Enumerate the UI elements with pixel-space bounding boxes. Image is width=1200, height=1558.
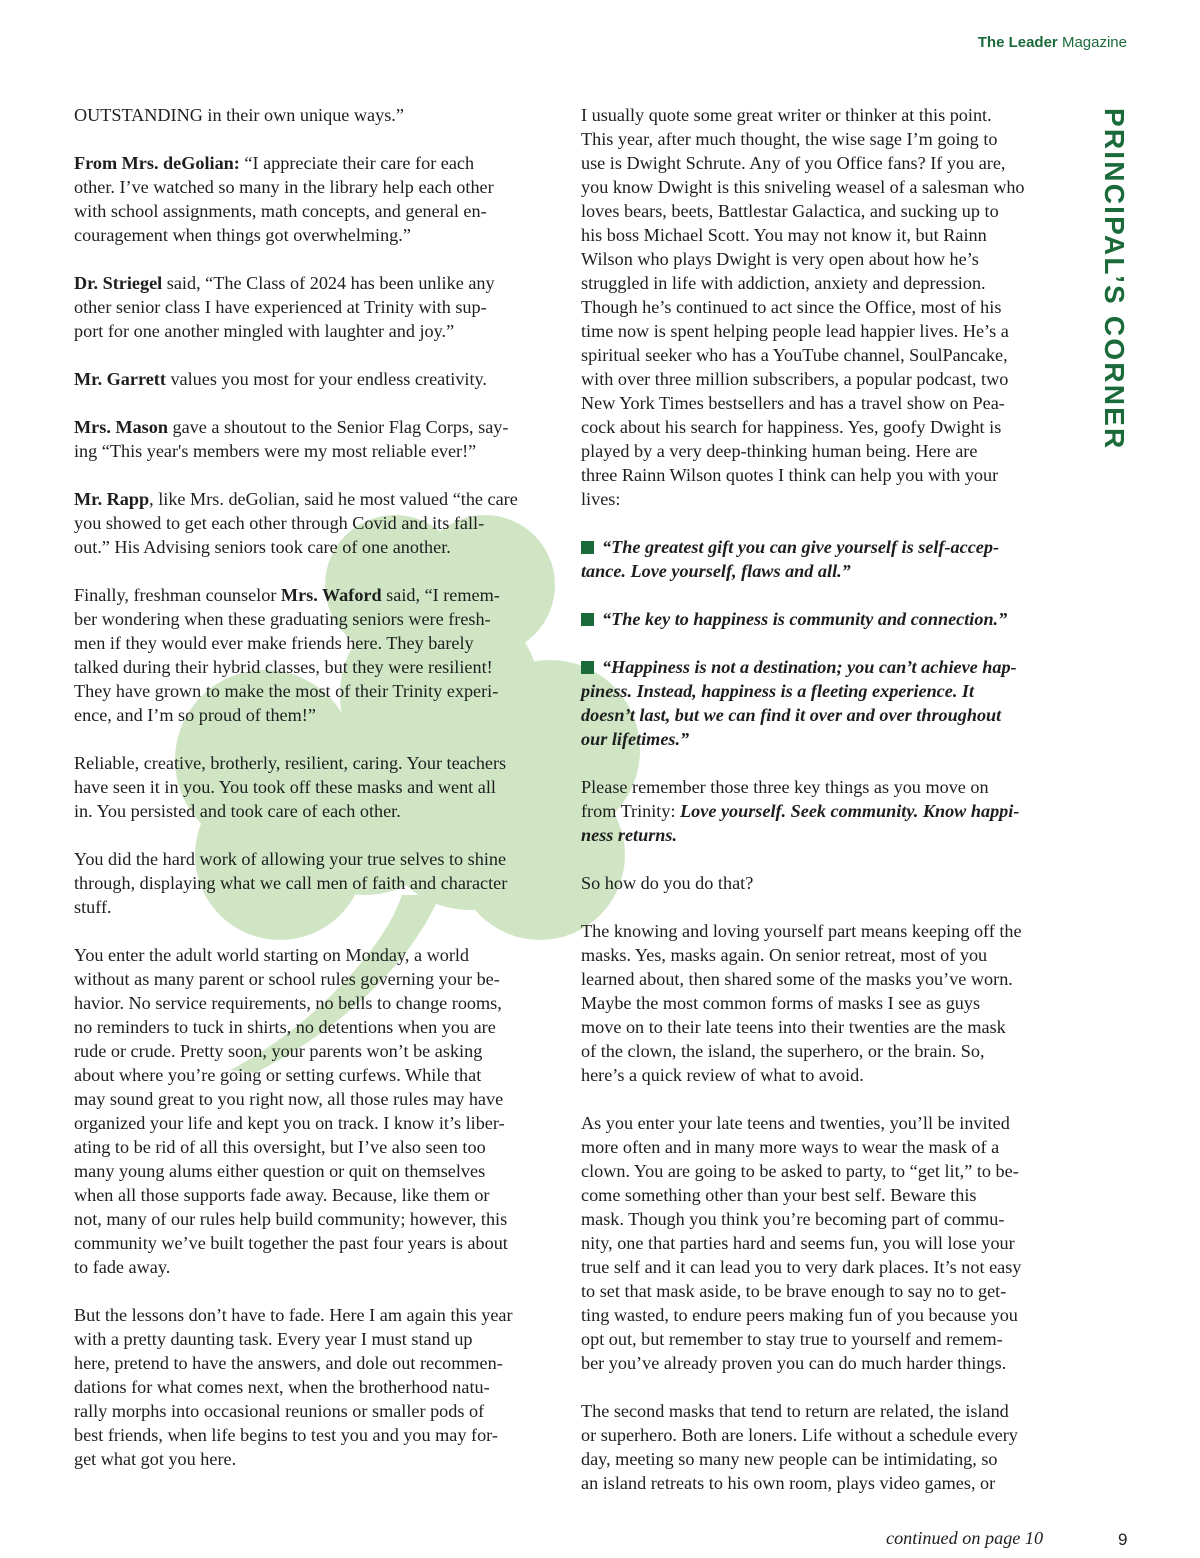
text-line: many young alums either question or quit on themselves	[74, 1161, 486, 1181]
text-line: lives:	[581, 489, 621, 509]
text-line: with school assignments, math concepts, and general en-	[74, 201, 487, 221]
text-line: piness. Instead, happiness is a fleeting experience. It	[581, 681, 975, 701]
text-line: cock about his search for happiness. Yes, goofy Dwight is	[581, 417, 1002, 437]
speaker-name: Mr. Rapp	[74, 489, 150, 509]
text-line: tance. Love yourself, flaws and all.”	[581, 561, 851, 581]
text-line: you know Dwight is this sniveling weasel of a salesman who	[581, 177, 1025, 197]
text-line: Maybe the most common forms of masks I see as guys	[581, 993, 981, 1013]
text-line: more often and in many more ways to wear the mask of a	[581, 1137, 1000, 1157]
text-line: may sound great to you right now, all those rules may have	[74, 1089, 504, 1109]
text-line: opt out, but remember to stay true to yourself and remem-	[581, 1329, 1003, 1349]
text-line: OUTSTANDING in their own unique ways.”	[74, 105, 404, 125]
text-line	[581, 607, 1057, 631]
text-line: But the lessons don’t have to fade. Here I am again this year	[74, 1305, 513, 1325]
text-line: ber wondering when these graduating seniors were fresh-	[74, 609, 491, 629]
bullet-square-icon	[581, 661, 594, 674]
text-line: Reliable, creative, brotherly, resilient, caring. Your teachers	[74, 753, 507, 773]
quote-text: “Happiness is not a destination; you can’t achieve hap-	[602, 657, 1017, 677]
paragraph	[74, 415, 550, 463]
text-line	[74, 367, 550, 391]
text-line: men if they would ever make friends here. They barely	[74, 633, 474, 653]
text-line: ness returns.	[581, 825, 678, 845]
text-line: organized your life and kept you on track. I know it’s liber-	[74, 1113, 505, 1133]
text-line: of the clown, the island, the superhero, or the brain. So,	[581, 1041, 985, 1061]
text-line: other. I’ve watched so many in the library help each other	[74, 177, 494, 197]
text-fragment: Finally, freshman counselor	[74, 585, 281, 605]
text-line	[74, 271, 550, 295]
text-line: move on to their late teens into their twenties are the mask	[581, 1017, 1006, 1037]
quote-text: “The key to happiness is community and connection.”	[602, 609, 1008, 629]
continued-note: continued on page 10	[886, 1528, 1044, 1548]
text-line: time now is spent helping people lead happier lives. He’s a	[581, 321, 1009, 341]
text-line: ing “This year's members were my most reliable ever!”	[74, 441, 477, 461]
text-line: dations for what comes next, when the brotherhood natu-	[74, 1377, 490, 1397]
text-line: loves bears, beets, Battlestar Galactica, and sucking up to	[581, 201, 999, 221]
text-line	[74, 583, 550, 607]
text-line: here, pretend to have the answers, and dole out recommen-	[74, 1353, 503, 1373]
text-line: our lifetimes.”	[581, 729, 690, 749]
speaker-name: From Mrs. deGolian:	[74, 153, 240, 173]
paragraph	[581, 1111, 1057, 1375]
text-line: masks. Yes, masks again. On senior retreat, most of you	[581, 945, 988, 965]
text-line: rude or crude. Pretty soon, your parents won’t be asking	[74, 1041, 483, 1061]
text-line: New York Times bestsellers and has a travel show on Pea-	[581, 393, 1005, 413]
text-line: ber you’ve already proven you can do much harder things.	[581, 1353, 1007, 1373]
text-line: As you enter your late teens and twenties, you’ll be invited	[581, 1113, 1010, 1133]
paragraph	[74, 583, 550, 727]
speaker-name: Mrs. Mason	[74, 417, 168, 437]
text-line: You did the hard work of allowing your true selves to shine	[74, 849, 507, 869]
text-line	[74, 151, 550, 175]
text-line: They have grown to make the most of their Trinity experi-	[74, 681, 499, 701]
text-line: Though he’s continued to act since the Office, most of his	[581, 297, 1002, 317]
text-line: out.” His Advising seniors took care of one another.	[74, 537, 451, 557]
text-line: spiritual seeker who has a YouTube channel, SoulPancake,	[581, 345, 1008, 365]
text-line: doesn’t last, but we can find it over and over throughout	[581, 705, 1002, 725]
text-line: port for one another mingled with laughter and joy.”	[74, 321, 455, 341]
text-line	[74, 415, 550, 439]
text-line: So how do you do that?	[581, 873, 754, 893]
paragraph	[74, 1303, 550, 1471]
text-fragment: “I appreciate their care for each	[239, 153, 475, 173]
text-line: learned about, then shared some of the masks you’ve worn.	[581, 969, 1013, 989]
text-line: The knowing and loving yourself part means keeping off the	[581, 921, 1022, 941]
text-line: come something other than your best self. Beware this	[581, 1185, 977, 1205]
paragraph	[581, 775, 1057, 847]
paragraph	[74, 751, 550, 823]
page-number: 9	[1118, 1530, 1128, 1549]
text-line: havior. No service requirements, no bells to change rooms,	[74, 993, 502, 1013]
paragraph	[74, 943, 550, 1279]
text-line: when all those supports fade away. Because, like them or	[74, 1185, 490, 1205]
text-line: Please remember those three key things as you move on	[581, 777, 989, 797]
text-line: community we’ve built together the past four years is about	[74, 1233, 508, 1253]
quote-item	[581, 655, 1057, 751]
speaker-name: Mrs. Waford	[280, 585, 382, 605]
text-line: I usually quote some great writer or thinker at this point.	[581, 105, 992, 125]
text-line: get what got you here.	[74, 1449, 237, 1469]
text-line: use is Dwight Schrute. Any of you Office fans? If you are,	[581, 153, 1006, 173]
text-line: rally morphs into occasional reunions or smaller pods of	[74, 1401, 485, 1421]
bullet-square-icon	[581, 613, 594, 626]
paragraph	[74, 847, 550, 919]
text-line: to set that mask aside, to be brave enough to say no to get-	[581, 1281, 1007, 1301]
magazine-header	[978, 34, 1127, 51]
text-line: an island retreats to his own room, plays video games, or	[581, 1473, 996, 1493]
quote-item	[581, 535, 1057, 583]
speaker-name: Dr. Striegel	[74, 273, 163, 293]
paragraph	[74, 271, 550, 343]
quote-text: “The greatest gift you can give yourself is self-accep-	[602, 537, 999, 557]
text-fragment: said, “The Class of 2024 has been unlike any	[162, 273, 495, 293]
text-line: couragement when things got overwhelming.”	[74, 225, 411, 245]
magazine-publication: Magazine	[1061, 34, 1127, 51]
text-line: Wilson who plays Dwight is very open about how he’s	[581, 249, 979, 269]
text-line: through, displaying what we call men of faith and character	[74, 873, 508, 893]
text-line	[581, 655, 1057, 679]
text-line: without as many parent or school rules governing your be-	[74, 969, 500, 989]
text-line: here’s a quick review of what to avoid.	[581, 1065, 864, 1085]
paragraph	[74, 487, 550, 559]
text-line: you showed to get each other through Covid and its fall-	[74, 513, 485, 533]
paragraph	[581, 871, 1057, 895]
magazine-brand: The Leader	[977, 34, 1058, 51]
text-line: have seen it in you. You took off these masks and went all	[74, 777, 496, 797]
paragraph	[581, 103, 1057, 511]
text-fragment: values you most for your endless creativity.	[165, 369, 487, 389]
key-takeaways: Love yourself. Seek community. Know happi-	[680, 801, 1020, 821]
text-line: day, meeting so many new people can be intimidating, so	[581, 1449, 998, 1469]
speaker-name: Mr. Garrett	[74, 369, 166, 389]
text-line: about where you’re going or setting curfews. While that	[74, 1065, 482, 1085]
section-title: PRINCIPAL’S CORNER	[1099, 108, 1130, 451]
text-fragment: from Trinity:	[581, 801, 681, 821]
text-line: mask. Though you think you’re becoming part of commu-	[581, 1209, 1005, 1229]
text-line	[581, 535, 1057, 559]
paragraph	[581, 919, 1057, 1087]
text-line: This year, after much thought, the wise sage I’m going to	[581, 129, 998, 149]
text-line: not, many of our rules help build community; however, this	[74, 1209, 508, 1229]
text-line: nity, one that parties hard and seems fun, you will lose your	[581, 1233, 1015, 1253]
text-line: true self and it can lead you to very dark places. It’s not easy	[581, 1257, 1022, 1277]
text-line: clown. You are going to be asked to party, to “get lit,” to be-	[581, 1161, 1019, 1181]
text-line: in. You persisted and took care of each other.	[74, 801, 401, 821]
text-line: The second masks that tend to return are related, the island	[581, 1401, 1009, 1421]
right-column	[581, 103, 1057, 1519]
text-line: stuff.	[74, 897, 112, 917]
text-line: ence, and I’m so proud of them!”	[74, 705, 316, 725]
left-column	[74, 103, 550, 1495]
text-line: three Rainn Wilson quotes I think can help you with your	[581, 465, 999, 485]
text-line	[74, 487, 550, 511]
paragraph	[74, 151, 550, 247]
text-line: talked during their hybrid classes, but they were resilient!	[74, 657, 493, 677]
text-fragment: gave a shoutout to the Senior Flag Corps, say-	[167, 417, 509, 437]
text-line: You enter the adult world starting on Monday, a world	[74, 945, 470, 965]
text-line: no reminders to tuck in shirts, no detentions when you are	[74, 1017, 496, 1037]
text-line: other senior class I have experienced at Trinity with sup-	[74, 297, 487, 317]
text-line: ting wasted, to endure peers making fun of you because you	[581, 1305, 1018, 1325]
text-line	[581, 799, 1057, 823]
text-line: his boss Michael Scott. You may not know it, but Rainn	[581, 225, 987, 245]
text-line: struggled in life with addiction, anxiety and depression.	[581, 273, 986, 293]
paragraph	[74, 367, 550, 391]
quote-item	[581, 607, 1057, 631]
text-line: best friends, when life begins to test you and you may for-	[74, 1425, 498, 1445]
paragraph	[581, 1399, 1057, 1495]
text-line: with a pretty daunting task. Every year I must stand up	[74, 1329, 473, 1349]
text-fragment: said, “I remem-	[381, 585, 500, 605]
text-line: ating to be rid of all this oversight, but I’ve also seen too	[74, 1137, 486, 1157]
text-line: or superhero. Both are loners. Life without a schedule every	[581, 1425, 1018, 1445]
text-line: to fade away.	[74, 1257, 171, 1277]
text-line: with over three million subscribers, a popular podcast, two	[581, 369, 1009, 389]
text-line: played by a very deep-thinking human being. Here are	[581, 441, 978, 461]
paragraph	[74, 103, 550, 127]
bullet-square-icon	[581, 541, 594, 554]
text-fragment: , like Mrs. deGolian, said he most valued “the care	[149, 489, 518, 509]
